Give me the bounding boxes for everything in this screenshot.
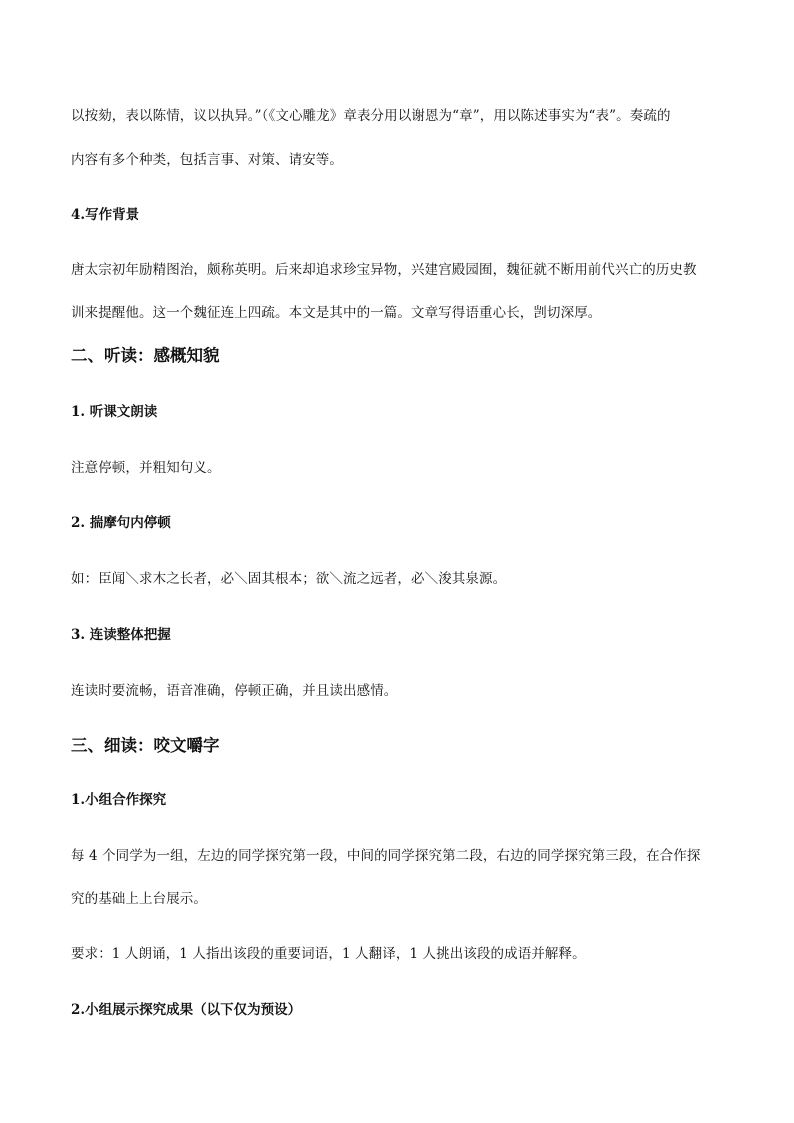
writing-background-heading: 4.写作背景: [71, 207, 140, 223]
group-study-heading: 1.小组合作探究: [71, 792, 167, 808]
section-three-title: 三、细读：咬文嚼字: [71, 736, 220, 755]
group-study-line-2: 究的基础上上台展示。: [71, 891, 207, 907]
group-study-line-1: 每 4 个同学为一组，左边的同学探究第一段，中间的同学探究第二段，右边的同学探究第三段，在合作探: [71, 848, 701, 864]
intro-paragraph-line-1: 以按劾，表以陈情，议以执异。”（《文心雕龙》章表分用以谢恩为“章”，用以陈述事实为“表”。奏疏的: [71, 108, 671, 124]
background-paragraph-line-2: 训来提醒他。这一个魏征连上四疏。本文是其中的一篇。文章写得语重心长，剀切深厚。: [71, 305, 602, 321]
continuous-reading-heading: 3. 连读整体把握: [71, 627, 171, 643]
listen-read-text: 注意停顿，并粗知句义。: [71, 460, 221, 476]
listen-read-heading: 1. 听课文朗读: [71, 404, 158, 420]
group-results-heading: 2.小组展示探究成果（以下仅为预设）: [71, 1002, 302, 1018]
section-two-title: 二、听读：感概知貌: [71, 346, 220, 365]
background-paragraph-line-1: 唐太宗初年励精图治，颇称英明。后来却追求珍宝异物，兴建宫殿园囿，魏征就不断用前代兴亡的历史教: [71, 262, 697, 278]
pause-practice-example: 如：臣闻＼求木之长者，必＼固其根本；欲＼流之远者，必＼浚其泉源。: [71, 571, 507, 587]
continuous-reading-text: 连读时要流畅，语音准确，停顿正确，并且读出感情。: [71, 683, 398, 699]
group-requirement-text: 要求：1 人朗诵，1 人指出该段的重要词语，1 人翻译，1 人挑出该段的成语并解释。: [71, 946, 586, 962]
intro-paragraph-line-2: 内容有多个种类，包括言事、对策、请安等。: [71, 152, 343, 168]
pause-practice-heading: 2. 揣摩句内停顿: [71, 515, 171, 531]
